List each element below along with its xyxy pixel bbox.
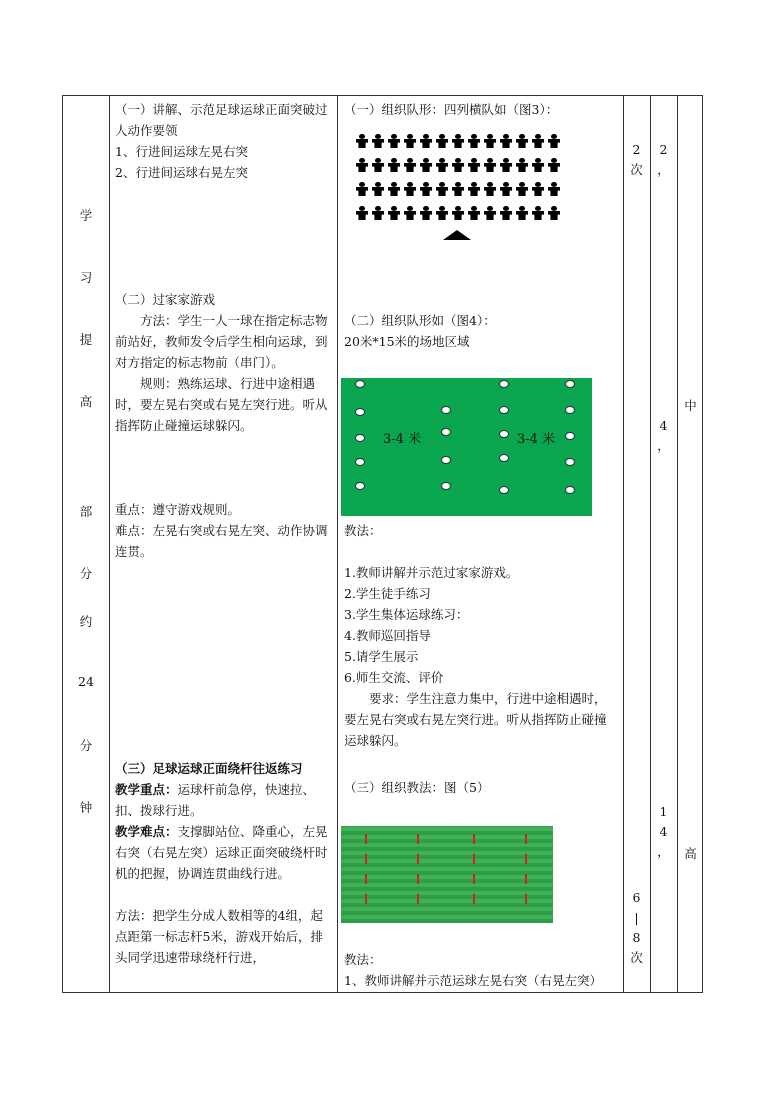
teach-key: 运球杆前急停，快速拉、扣、拨球行进。 <box>115 782 316 818</box>
step-3-1: 1、教师讲解并示范运球左晃右突（右晃左突） <box>344 973 602 988</box>
time-b: 4 ， <box>657 418 670 453</box>
student-icon <box>467 182 481 196</box>
student-icon <box>499 134 513 148</box>
student-icon <box>531 158 545 172</box>
student-icon <box>515 134 529 148</box>
field-distance-label-right: 3-4 米 <box>517 432 556 447</box>
organization-3: （三）组织教法：图（5） <box>344 780 490 795</box>
time-c: 1 4 ， <box>657 804 670 859</box>
student-icon <box>435 158 449 172</box>
student-icon <box>451 182 465 196</box>
difficulty: 难点：左晃右突或右晃左突、动作协调连贯。 <box>115 523 328 559</box>
student-icon <box>371 134 385 148</box>
teach-diff: 支撑脚站位、降重心，左晃右突（右晃左突）运球正面突破绕杆时机的把握，协调连贯曲线行进。 <box>115 824 328 881</box>
student-icon <box>355 134 369 148</box>
student-icon <box>403 158 417 172</box>
student-icon <box>531 206 545 220</box>
student-icon <box>467 206 481 220</box>
student-icon <box>547 134 561 148</box>
part2-title: （二）过家家游戏 <box>115 292 216 307</box>
student-icon <box>419 206 433 220</box>
step-1: 1.教师讲解并示范过家家游戏。 <box>344 565 519 580</box>
part1-item-2: 2、行进间运球右晃左突 <box>115 165 248 180</box>
student-icon <box>387 206 401 220</box>
part1-title: （一）讲解、示范足球运球正面突破过人动作要领 <box>115 102 328 138</box>
game-field-figure-4 <box>341 378 592 516</box>
student-icon <box>355 206 369 220</box>
student-icon <box>483 134 497 148</box>
lesson-plan-table: 学 习 提 高 部 分 约 24 分 钟 （一）讲解、示范足球运球正面突破过人动作要领 1、行进间运球左晃右突 2、行进间运球右晃左突 （二）过家家游戏 方法：学生一人一球在指定标志物前站好，教师发令后学生相向运球，到对方指定的标志物前（串门）。 规则：熟练运球、行进中途相遇时，要左晃右突或右晃左突行进。听从指挥防止碰撞运球躲闪。 重点：遵守游戏规则。 难点：左晃右突或右晃左突、动作协调连贯。 （三）足球运球正面绕杆往返练习 教学重点：运球杆前急停，快速拉、扣、拨球行进。 教学难点：支撑脚站位、降重心，左晃右突（右晃左突）运球正面突破绕杆时机的把握，协调连贯曲线行进。 方法：把学生分成人数相等的4组，起点距第一标志杆5米，游戏开始后，排头同学迅速带球绕杆行进， （一）组织队形：四列横队如（图3）： （二）组织队形如（图4）： 20米*15米的场地区域 3-4 米 3-4 米 教法： 1.教师讲解并示范过家家游戏。 2.学生徒手练习 3.学生集体运球练习： 4.教师巡回指导 5.请学生展示 6.师生交流、评价 要求：学生注意力集中，行进中途相遇时，要左晃右突或右晃左突行进。听从指挥防止碰撞运球躲闪。 （三）组织教法：图（5） 教法： 1、教师讲解并示范运球左晃右突（右晃左突） 2 次 6 | 8 次 2 ， 4 ， 1 4 ， 中 高 <box>62 95 703 993</box>
intensity-high: 高 <box>684 846 697 861</box>
organization-2: （二）组织队形如（图4）： <box>344 313 496 328</box>
teach-method-label-2: 教法： <box>344 952 382 967</box>
student-icon <box>355 182 369 196</box>
intensity-medium: 中 <box>684 398 697 413</box>
student-icon <box>419 182 433 196</box>
student-icon <box>371 182 385 196</box>
student-icon <box>467 158 481 172</box>
student-icon <box>515 158 529 172</box>
student-icon <box>499 206 513 220</box>
student-icon <box>387 134 401 148</box>
student-icon <box>371 206 385 220</box>
student-icon <box>499 182 513 196</box>
student-icon <box>451 206 465 220</box>
student-icon <box>435 134 449 148</box>
part2-method: 方法：学生一人一球在指定标志物前站好，教师发令后学生相向运球，到对方指定的标志物前（串门）。 <box>115 313 328 370</box>
student-icon <box>435 206 449 220</box>
key-point: 重点：遵守游戏规则。 <box>115 502 241 517</box>
step-5: 5.请学生展示 <box>344 649 419 664</box>
student-icon <box>515 206 529 220</box>
step-3: 3.学生集体运球练习： <box>344 607 469 622</box>
content-column <box>115 99 329 183</box>
student-icon <box>467 134 481 148</box>
organization-1: （一）组织队形：四列横队如（图3）： <box>344 102 559 117</box>
student-icon <box>451 158 465 172</box>
formation-figure-3 <box>355 134 561 240</box>
student-icon <box>515 182 529 196</box>
field-distance-label-left: 3-4 米 <box>383 432 422 447</box>
teach-method-label: 教法： <box>344 523 382 538</box>
student-icon <box>355 158 369 172</box>
student-icon <box>419 158 433 172</box>
pole-drill-figure-5 <box>341 826 553 923</box>
teacher-triangle-icon <box>443 230 471 240</box>
student-icon <box>435 182 449 196</box>
count-top: 2 次 <box>630 142 643 177</box>
step-6: 6.师生交流、评价 <box>344 670 444 685</box>
student-icon <box>387 182 401 196</box>
student-icon <box>419 134 433 148</box>
student-icon <box>371 158 385 172</box>
time-a: 2 ， <box>657 142 670 177</box>
student-icon <box>483 158 497 172</box>
student-icon <box>483 182 497 196</box>
student-icon <box>483 206 497 220</box>
student-icon <box>531 134 545 148</box>
student-icon <box>451 134 465 148</box>
student-icon <box>499 158 513 172</box>
part3-title: （三）足球运球正面绕杆往返练习 <box>115 761 303 776</box>
count-bottom: 6 | 8 次 <box>630 890 643 965</box>
method-3: 方法：把学生分成人数相等的4组，起点距第一标志杆5米，游戏开始后，排头同学迅速带球绕杆行进， <box>115 908 323 965</box>
teach-key-label: 教学重点： <box>115 782 178 797</box>
student-icon <box>403 206 417 220</box>
student-icon <box>547 182 561 196</box>
student-icon <box>387 158 401 172</box>
requirement: 要求：学生注意力集中，行进中途相遇时，要左晃右突或右晃左突行进。听从指挥防止碰撞运球躲闪。 <box>344 691 607 748</box>
student-icon <box>403 182 417 196</box>
student-icon <box>531 182 545 196</box>
student-icon <box>403 134 417 148</box>
part1-item-1: 1、行进间运球左晃右突 <box>115 144 248 159</box>
area-size: 20米*15米的场地区域 <box>344 334 470 349</box>
step-4: 4.教师巡回指导 <box>344 628 431 643</box>
student-icon <box>547 158 561 172</box>
student-icon <box>547 206 561 220</box>
step-2: 2.学生徒手练习 <box>344 586 431 601</box>
part2-rule: 规则：熟练运球、行进中途相遇时，要左晃右突或右晃左突行进。听从指挥防止碰撞运球躲闪。 <box>115 376 328 433</box>
teach-diff-label: 教学难点： <box>115 824 178 839</box>
